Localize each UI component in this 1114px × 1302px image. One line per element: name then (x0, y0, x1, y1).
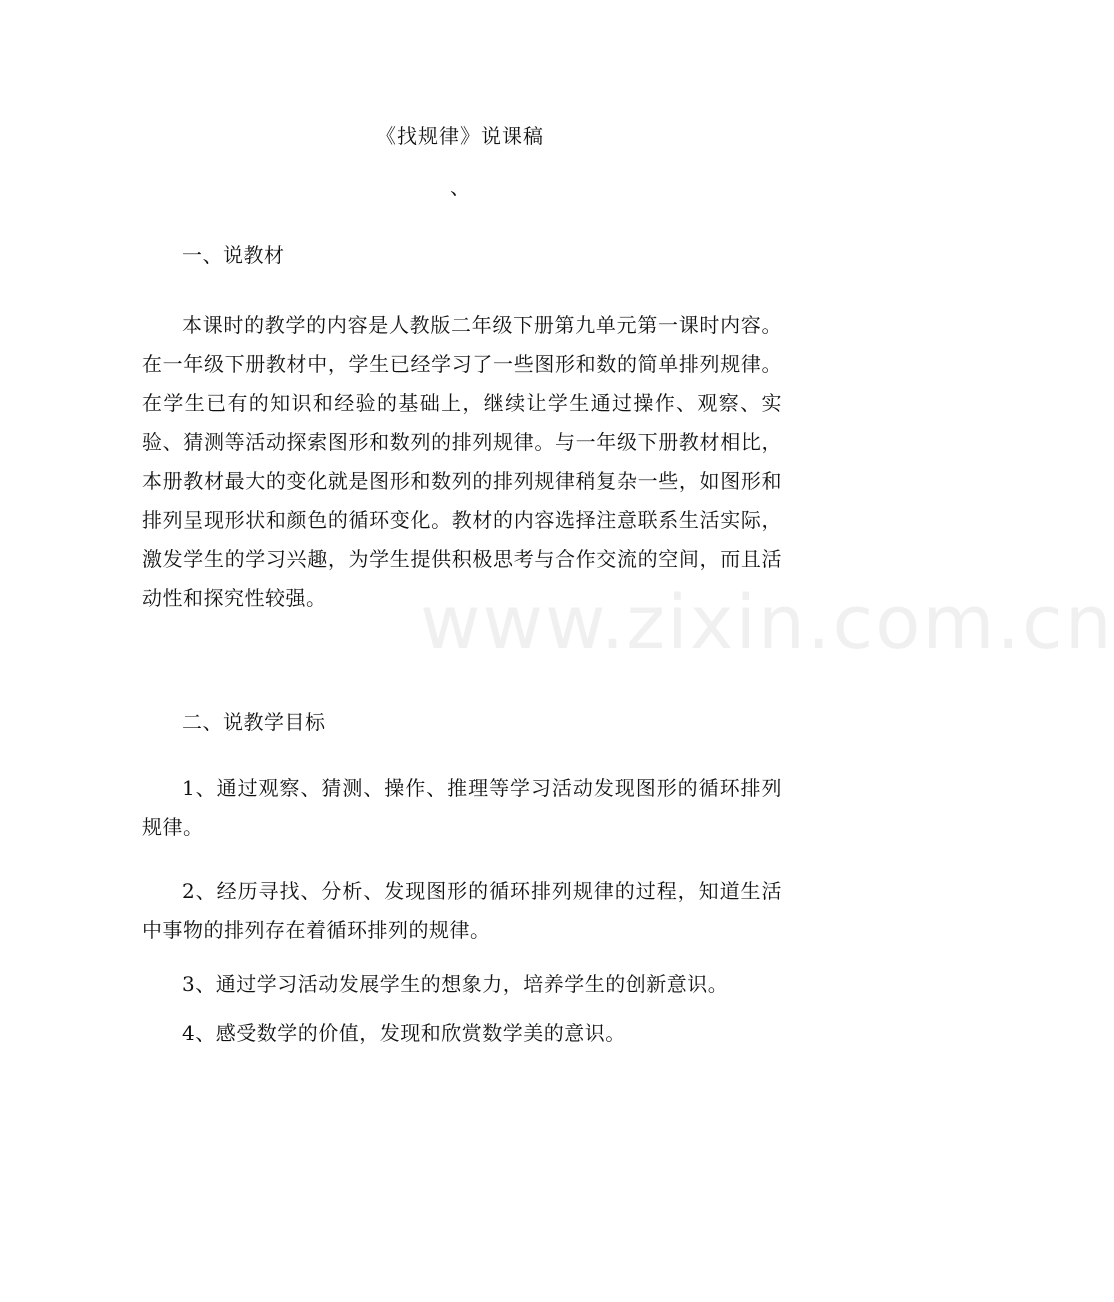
goal-item-2: 2、经历寻找、分析、发现图形的循环排列规律的过程，知道生活中事物的排列存在着循环排列的规律。 (142, 879, 782, 942)
goal-item-1: 1、通过观察、猜测、操作、推理等学习活动发现图形的循环排列规律。 (142, 776, 782, 839)
section-heading-teaching-goals: 二、说教学目标 (182, 710, 326, 734)
document-title: 《找规律》说课稿 (376, 124, 544, 148)
stray-mark: 、 (450, 175, 470, 199)
watermark: www.zixin.com.cn (420, 580, 1114, 666)
goal-item-3: 3、通过学习活动发展学生的想象力，培养学生的创新意识。 (182, 972, 729, 996)
section-heading-teaching-material: 一、说教材 (182, 243, 285, 267)
goal-item-4: 4、感受数学的价值，发现和欣赏数学美的意识。 (182, 1021, 626, 1045)
section-paragraph-teaching-material: 本课时的教学的内容是人教版二年级下册第九单元第一课时内容。在一年级下册教材中，学生已经学习了一些图形和数的简单排列规律。在学生已有的知识和经验的基础上，继续让学生通过操作、观察、实验、猜测等活动探索图形和数列的排列规律。与一年级下册教材相比，本册教材最大的变化就是图形和数列的排列规律稍复杂一些，如图形和排列呈现形状和颜色的循环变化。教材的内容选择注意联系生活实际，激发学生的学习兴趣，为学生提供积极思考与合作交流的空间，而且活动性和探究性较强。 (142, 313, 782, 610)
